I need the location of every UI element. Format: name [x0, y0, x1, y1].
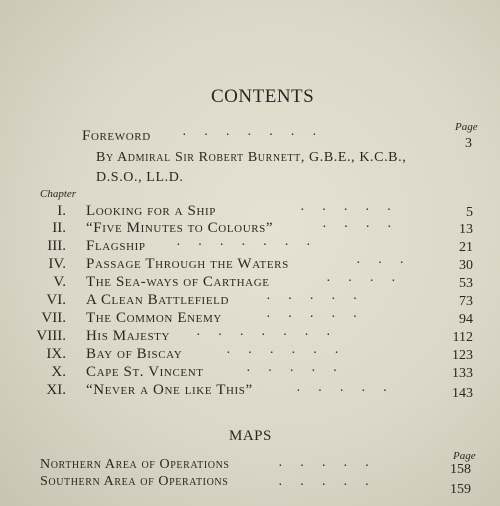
leader-dots: ·····: [278, 478, 387, 493]
leader-dots: ·····: [300, 203, 409, 218]
maps-heading: MAPS: [229, 428, 272, 444]
chapter-number: V.: [53, 274, 66, 290]
chapter-number: II.: [52, 220, 66, 236]
leader-dots: ····: [326, 274, 413, 289]
chapter-number: XI.: [46, 382, 66, 398]
chapter-page: 143: [452, 386, 473, 401]
map-page: 158: [450, 462, 471, 477]
chapter-title: Cape St. Vincent: [86, 364, 204, 380]
leader-dots: ·······: [182, 128, 334, 143]
chapter-page: 133: [452, 366, 473, 381]
chapter-number: X.: [51, 364, 66, 380]
chapter-page: 13: [459, 222, 473, 237]
leader-dots: ·····: [266, 292, 375, 307]
leader-dots: ·····: [278, 459, 387, 474]
chapter-number: VIII.: [36, 328, 66, 344]
chapter-page: 73: [459, 294, 473, 309]
chapter-title: Flagship: [86, 238, 146, 254]
chapter-number: VI.: [46, 292, 66, 308]
chapter-page: 123: [452, 348, 473, 363]
foreword-author-line1: By Admiral Sir Robert Burnett, G.B.E., K.C.B.,: [96, 150, 407, 165]
chapter-title: His Majesty: [86, 328, 171, 344]
chapter-title: Bay of Biscay: [86, 346, 183, 362]
chapter-page: 30: [459, 258, 473, 273]
map-title: Northern Area of Operations: [40, 457, 230, 472]
foreword-page: 3: [465, 136, 472, 151]
foreword-title: Foreword: [82, 128, 151, 144]
map-page: 159: [450, 482, 471, 497]
leader-dots: ·······: [176, 238, 328, 253]
chapter-title: Looking for a Ship: [86, 203, 217, 219]
chapter-title: “Never a One like This”: [86, 382, 253, 398]
leader-dots: ·····: [296, 384, 405, 399]
leader-dots: ·····: [266, 310, 375, 325]
leader-dots: ·····: [246, 364, 355, 379]
chapter-page: 53: [459, 276, 473, 291]
chapter-title: The Sea-ways of Carthage: [86, 274, 270, 290]
map-title: Southern Area of Operations: [40, 474, 229, 489]
chapter-page: 21: [459, 240, 473, 255]
contents-heading: CONTENTS: [211, 86, 315, 107]
chapter-number: VII.: [41, 310, 66, 326]
leader-dots: ···: [356, 256, 421, 271]
chapter-number: IV.: [48, 256, 66, 272]
chapter-title: The Common Enemy: [86, 310, 222, 326]
chapter-number: III.: [47, 238, 66, 254]
leader-dots: ·······: [196, 328, 348, 343]
chapter-number: IX.: [46, 346, 66, 362]
foreword-author-line2: D.S.O., LL.D.: [96, 170, 184, 185]
page-column-label: Page: [455, 121, 478, 133]
chapter-page: 112: [452, 330, 473, 345]
chapter-title: Passage Through the Waters: [86, 256, 289, 272]
leader-dots: ····: [322, 220, 409, 235]
page-column-label: Page: [453, 450, 476, 462]
chapter-page: 94: [459, 312, 473, 327]
chapter-page: 5: [466, 205, 473, 220]
leader-dots: ······: [226, 346, 356, 361]
chapter-column-label: Chapter: [40, 188, 77, 200]
chapter-title: A Clean Battlefield: [86, 292, 230, 308]
chapter-title: “Five Minutes to Colours”: [86, 220, 274, 236]
chapter-number: I.: [57, 203, 66, 219]
